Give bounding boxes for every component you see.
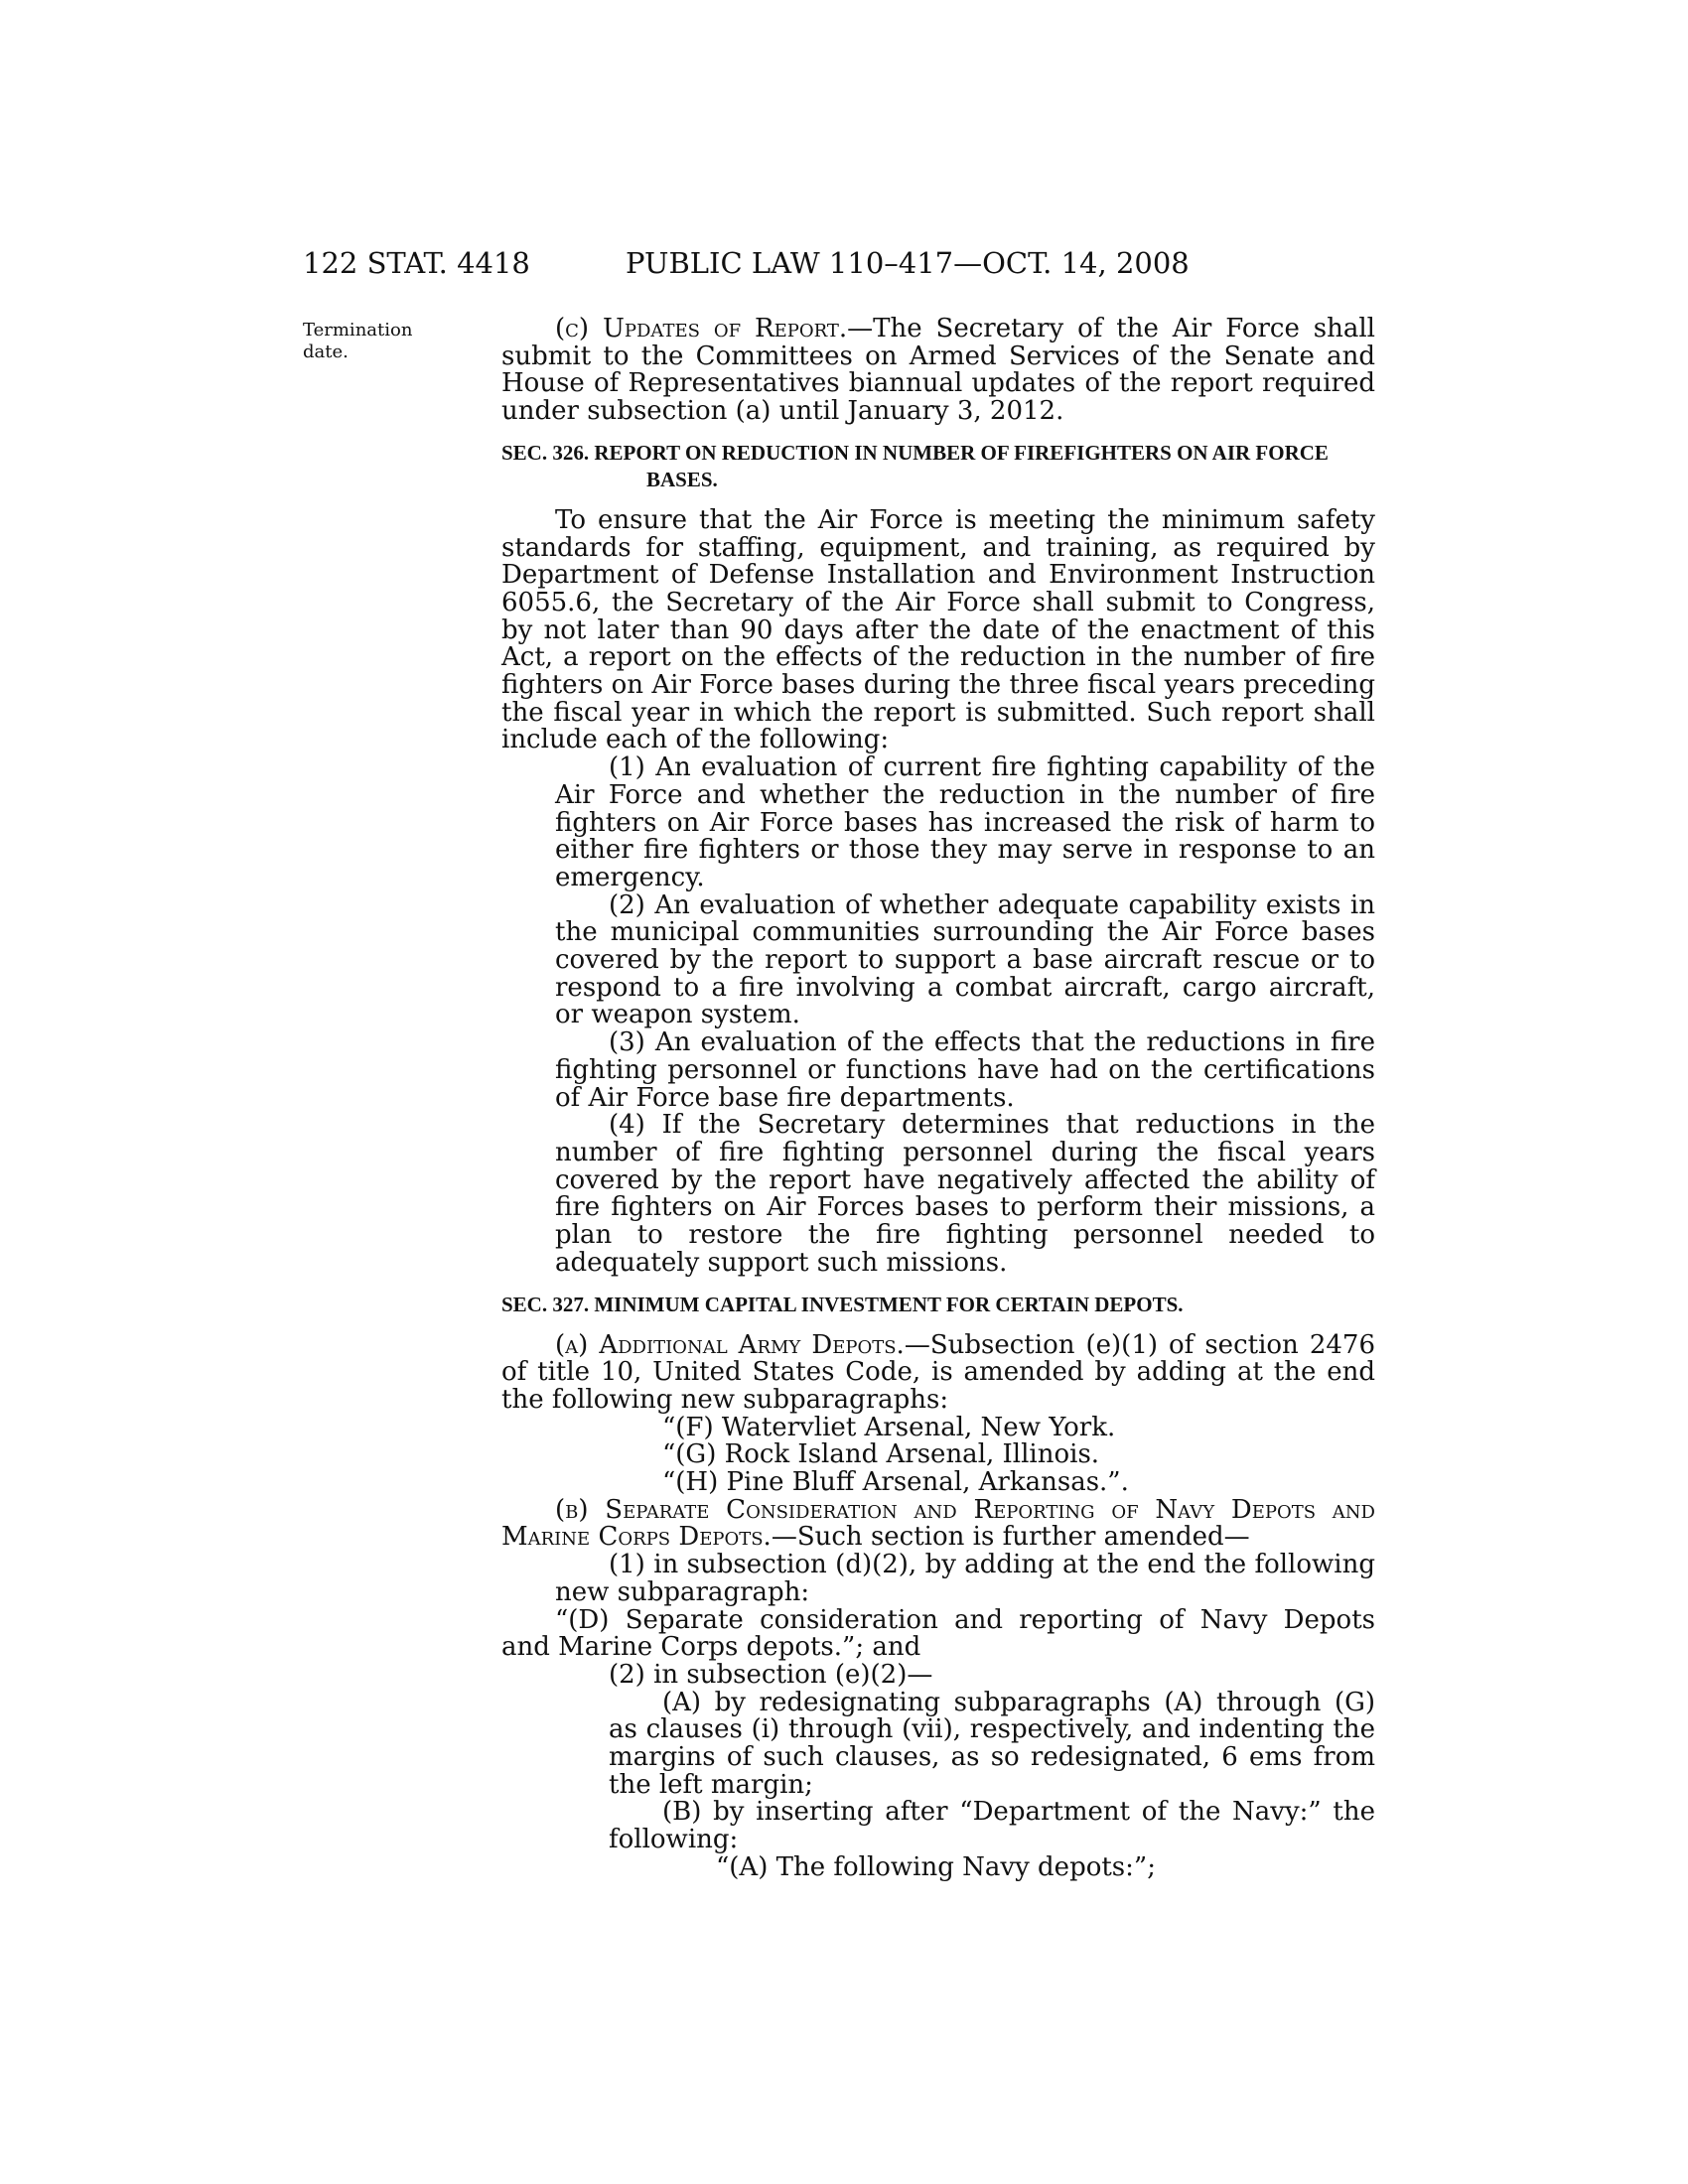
running-title: PUBLIC LAW 110–417—OCT. 14, 2008 [626,246,1190,280]
document-body [501,316,1375,1882]
section-326-intro: To ensure that the Air Force is meeting the minimum safety standards for staffing, equipment, and training, as required by Department of Defense Installation and Environment Instruction 6055.6, the Secretary of the Air Force shall submit to Congress, by not later than 90 days after the date of the enactment of this Act, a report on the effects of the reduction in the number of fire fighters on Air Force bases during the three fiscal years preceding the fiscal year in which the report is submitted. Such report shall include each of the following: [501,504,1375,755]
section-326-item: (1) An evaluation of current fire fighting capability of the Air Force and whether the reduction in the number of fire fighters on Air Force bases has increased the risk of harm to either fire fighters or those they may serve in response to an emergency. [555,752,1375,892]
margin-note-line: Termination [303,320,413,341]
subsection-c [501,316,1375,426]
quoted-subparagraph: “(H) Pine Bluff Arsenal, Arkansas.”. [662,1467,1129,1498]
margin-note [303,320,432,363]
section-326-item: (4) If the Secretary determines that reductions in the number of fire fighting personnel during the fiscal years covered by the report have negatively affected the ability of fire fighters on Air Forces bases to perform their missions, a plan to restore the fire fighting personnel needed to adequately support such missions. [555,1110,1375,1278]
subsection-c-text: —The Secretary of the Air Force shall submit to the Committees on Armed Services of the Senate and House of Representatives biannual updates of the report required under subsection (a) until January 3, 2012. [501,314,1375,427]
paragraph-b1: (1) in subsection (d)(2), by adding at the end the following new subparagraph: [555,1550,1375,1607]
quoted-subparagraph: “(G) Rock Island Arsenal, Illinois. [662,1439,1100,1470]
subparagraph-b2B-quote: “(A) The following Navy depots:”; [716,1851,1156,1882]
subparagraph-b2A: (A) by redesignating subparagraphs (A) through (G) as clauses (i) through (vii), respectively, and indenting the margins of such clauses, as so redesignated, 6 ems from the left margin; [609,1687,1375,1800]
margin-note-line: date. [303,341,349,362]
subsection-b-text: —Such section is further amended— [771,1522,1250,1553]
section-327-heading: SEC. 327. MINIMUM CAPITAL INVESTMENT FOR CERTAIN DEPOTS. [501,1292,1184,1316]
subsection-a-heading: (a) Additional Army Depots. [555,1329,905,1360]
subsection-a [501,1329,1375,1415]
paragraph-b1-quote: “(D) Separate consideration and reporting of Navy Depots and Marine Corps depots.”; and [501,1604,1375,1663]
subsection-c-heading: (c) Updates of Report. [555,314,848,343]
subsection-b [501,1494,1375,1553]
page-header [303,246,1375,286]
subsection-b-heading: (b) Separate Consideration and Reporting of Navy Depots and Marine Corps Depots. [501,1494,1375,1553]
paragraph-b2: (2) in subsection (e)(2)— [609,1659,933,1690]
statute-page-number: 122 STAT. 4418 [303,246,530,280]
section-326-heading: SEC. 326. REPORT ON REDUCTION IN NUMBER OF FIREFIGHTERS ON AIR FORCE BASES. [501,440,1329,491]
section-326-item: (3) An evaluation of the effects that the reductions in fire fighting personnel or functions have had on the certifications of Air Force base fire departments. [555,1027,1375,1113]
subparagraph-b2B: (B) by inserting after “Department of the Navy:” the following: [609,1797,1375,1855]
section-326-item: (2) An evaluation of whether adequate capability exists in the municipal communities surrounding the Air Force bases covered by the report to support a base aircraft rescue or to respond to a fire involving a combat aircraft, cargo aircraft, or weapon system. [555,889,1375,1030]
subsection-a-text: —Subsection (e)(1) of section 2476 of title 10, United States Code, is amended by adding at the end the following new subparagraphs: [501,1329,1375,1415]
quoted-subparagraph: “(F) Watervliet Arsenal, New York. [662,1412,1116,1442]
